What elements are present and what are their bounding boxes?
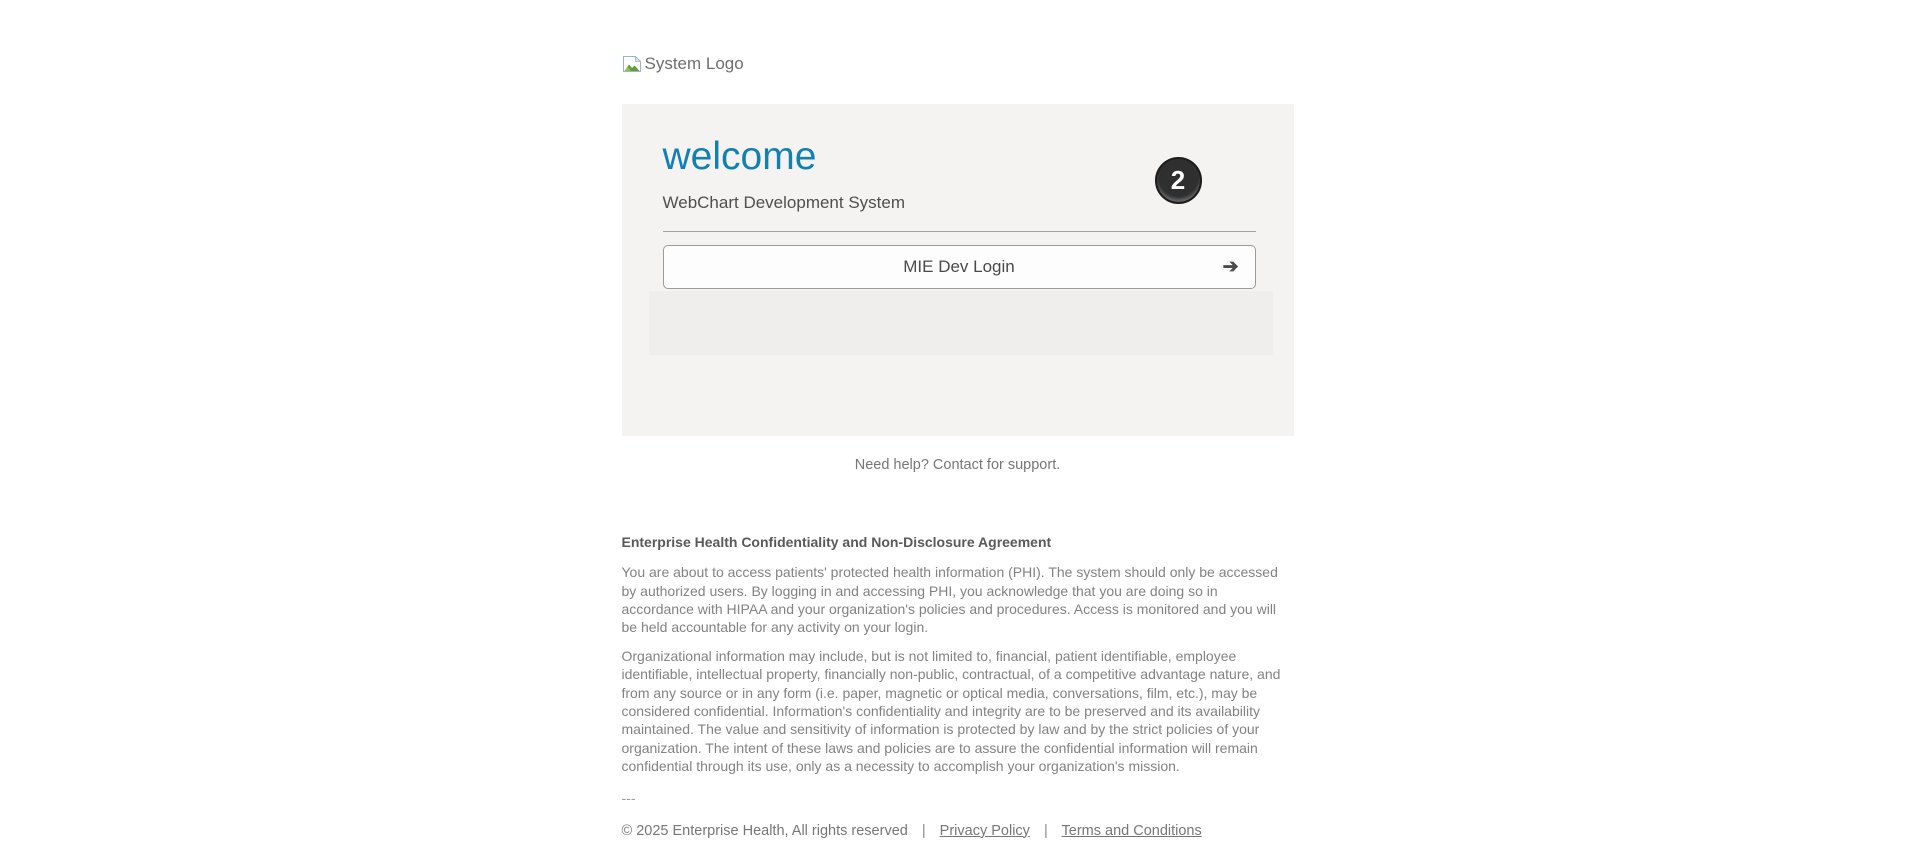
system-logo [622, 52, 1294, 76]
privacy-policy-link[interactable]: Privacy Policy [939, 822, 1030, 839]
help-text: Need help? Contact for support. [854, 457, 1061, 473]
terms-and-conditions-link[interactable]: Terms and Conditions [1061, 822, 1202, 839]
login-button-label: MIE Dev Login [903, 257, 1015, 276]
agreement-heading: Enterprise Health Confidentiality and Non-Disclosure Agreement [621, 534, 1052, 550]
login-frame-placeholder [649, 291, 1273, 355]
logo-alt-text: System Logo [644, 54, 744, 73]
confidentiality-agreement [622, 533, 1294, 806]
copyright-text: © 2025 Enterprise Health, All rights reserved [621, 822, 908, 839]
arrow-right-icon: ➔ [1222, 256, 1239, 278]
page-column [622, 0, 1294, 839]
broken-image-icon [622, 55, 642, 73]
agreement-paragraph: Organizational information may include, but is not limited to, financial, patient identifiable, employee identifiable, intellectual property, financially non-public, contractual, of a competitive advantage nature, and from any source or in any form (i.e. paper, magnetic or optical media, conversations, film, etc.), may be considered confidential. Information's confidentiality and integrity are to be preserved and its availability maintained. The value and sensitivity of information is protected by law and by the strict policies of your organization. The intent of these laws and policies are to assure the confidential information will remain confidential through its use, only as a necessity to accomplish your organization's mission. [621, 647, 1281, 775]
step-badge: 2 [1155, 157, 1202, 204]
footer-separator: | [1043, 822, 1048, 839]
card-divider [663, 231, 1256, 232]
footer [622, 823, 1294, 839]
welcome-title: welcome [662, 135, 817, 178]
login-card [622, 104, 1294, 436]
system-subtitle: WebChart Development System [662, 193, 906, 212]
agreement-paragraph: You are about to access patients' protected health information (PHI). The system should only be accessed by authorized users. By logging in and accessing PHI, you acknowledge that you are doing so in accordance with HIPAA and your organization's policies and procedures. Access is monitored and you will be held accountable for any activity on your login. [621, 564, 1278, 636]
footer-separator: | [921, 822, 926, 839]
mie-dev-login-button[interactable] [663, 245, 1256, 289]
dash-separator: --- [621, 789, 636, 806]
